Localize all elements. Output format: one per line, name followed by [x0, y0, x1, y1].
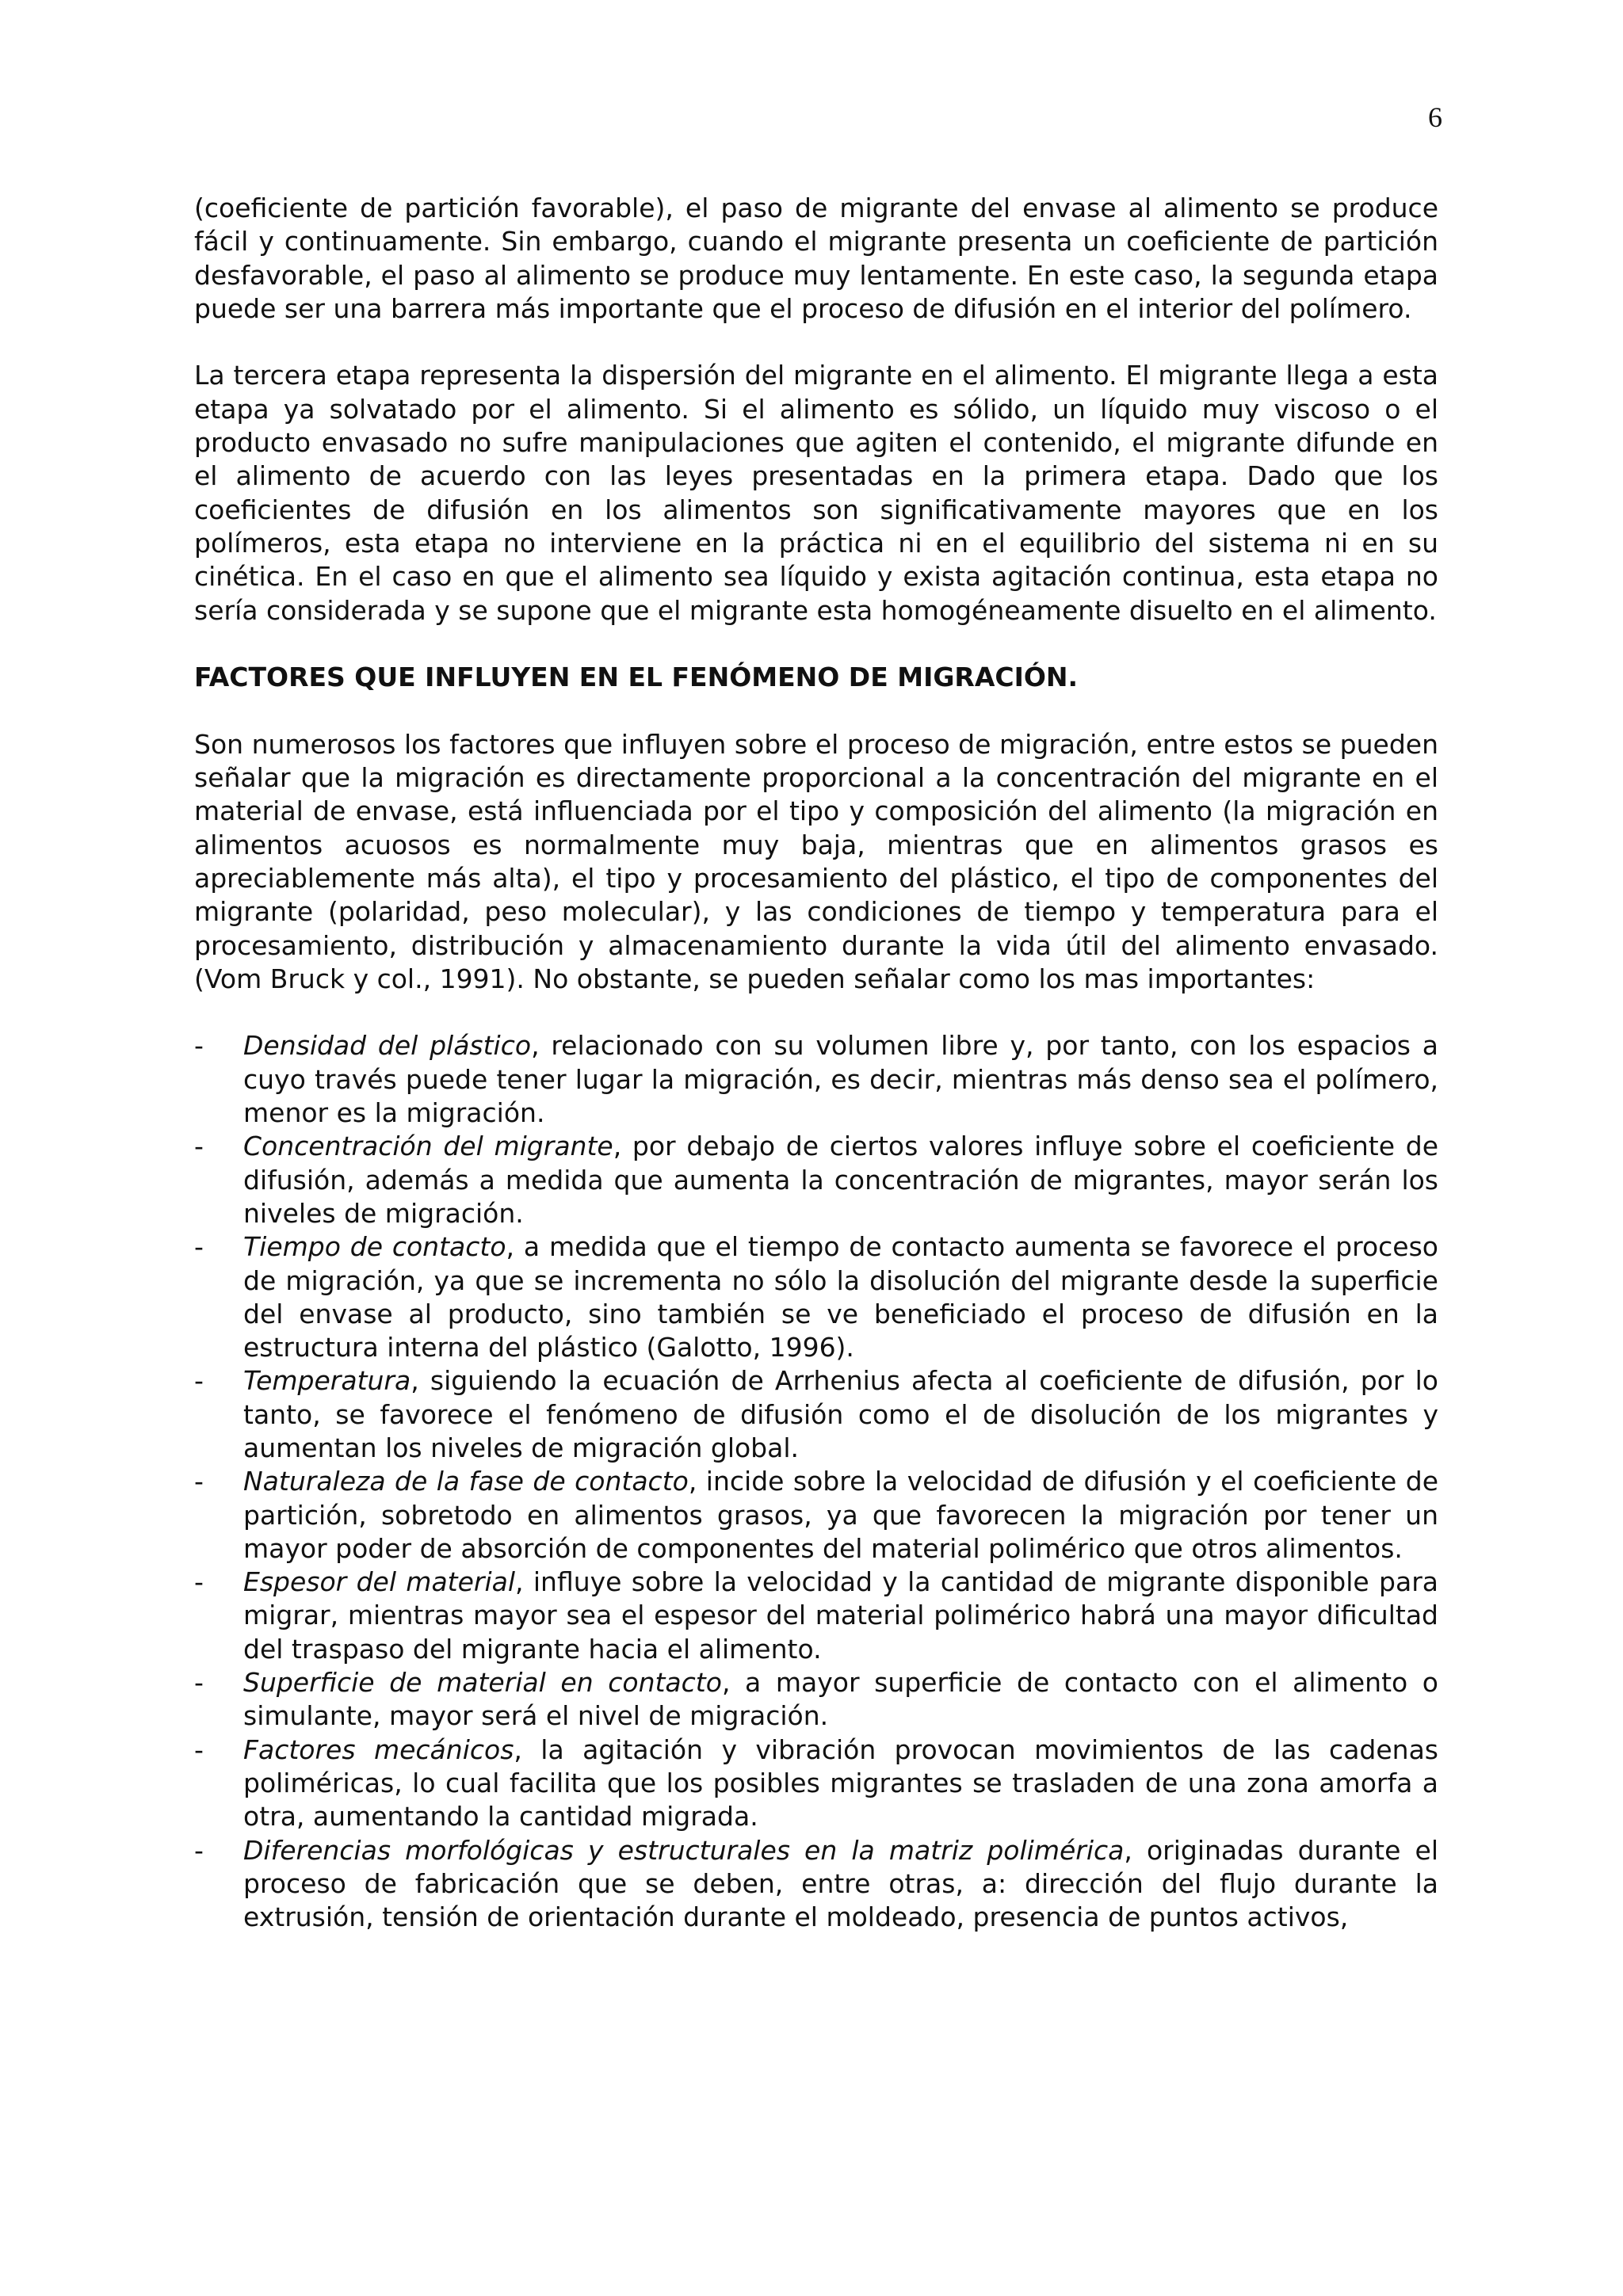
factor-list — [194, 1029, 1438, 1934]
factor-term: Espesor del material — [243, 1566, 516, 1598]
factor-item-temperature — [194, 1364, 1438, 1465]
factor-term: Densidad del plástico — [243, 1030, 532, 1062]
bullet-dash: - — [194, 1733, 204, 1765]
bullet-dash: - — [194, 1466, 204, 1497]
bullet-dash: - — [194, 1131, 204, 1162]
factor-description: , la agitación y vibración provocan movimientos de las cadenas poliméricas, lo cual facilita que los posibles migrantes se trasladen de una zona amorfa a otra, aumentando la cantidad migrada. — [243, 1733, 1439, 1833]
factor-description: , por debajo de ciertos valores influye sobre el coeficiente de difusión, además a medida que aumenta la concentración de migrantes, mayor serán los niveles de migración. — [243, 1131, 1438, 1229]
factor-description: , influye sobre la velocidad y la cantidad de migrante disponible para migrar, mientras mayor sea el espesor del material polimérico habrá una mayor dificultad del traspaso del migrante hacia el alimento. — [243, 1566, 1438, 1665]
factor-description: , a mayor superficie de contacto con el alimento o simulante, mayor será el nivel de migración. — [243, 1667, 1438, 1732]
bullet-dash: - — [194, 1566, 204, 1598]
factor-description: , incide sobre la velocidad de difusión y el coeficiente de partición, sobretodo en alimentos grasos, ya que favorecen la migración por tener un mayor poder de absorción de componentes del material polimérico que otros alimentos. — [243, 1466, 1438, 1564]
factor-item-concentration — [194, 1130, 1438, 1230]
bullet-dash: - — [194, 1667, 204, 1699]
factor-term: Naturaleza de la fase de contacto — [243, 1466, 689, 1497]
factor-term: Superficie de material en contacto — [243, 1667, 722, 1699]
document-body — [194, 192, 1438, 1934]
factor-description: , originadas durante el proceso de fabricación que se deben, entre otras, a: dirección del flujo durante la extrusión, tensión de orientación durante el moldeado, presencia de puntos activos, — [243, 1834, 1438, 1933]
bullet-dash: - — [194, 1365, 204, 1397]
factor-term: Temperatura — [243, 1365, 411, 1397]
factor-item-surface — [194, 1666, 1438, 1733]
factor-item-mechanical — [194, 1733, 1438, 1834]
section-intro: Son numerosos los factores que influyen sobre el proceso de migración, entre estos se pueden señalar que la migración es directamente proporcional a la concentración del migrante en el material de envase, está influenciada por el tipo y composición del alimento (la migración en alimentos acuosos es normalmente muy baja, mientras que en alimentos grasos es apreciablemente más alta), el tipo y procesamiento del plástico, el tipo de componentes del migrante (polaridad, peso molecular), y las condiciones de tiempo y temperatura para el procesamiento, distribución y almacenamiento durante la vida útil del alimento envasado. (Vom Bruck y col., 1991). No obstante, se pueden señalar como los mas importantes: — [194, 728, 1438, 994]
section-heading: FACTORES QUE INFLUYEN EN EL FENÓMENO DE MIGRACIÓN. — [194, 662, 1079, 693]
factor-term: Concentración del migrante — [243, 1131, 613, 1162]
page-number: 6 — [1428, 101, 1442, 133]
bullet-dash: - — [194, 1834, 204, 1866]
factor-item-density — [194, 1029, 1438, 1130]
factor-item-contact-time — [194, 1230, 1438, 1364]
factor-description: , a medida que el tiempo de contacto aumenta se favorece el proceso de migración, ya que se incrementa no sólo la disolución del migrante desde la superficie del envase al producto, sino también se ve beneficiado el proceso de difusión en la estructura interna del plástico (Galotto, 1996). — [243, 1231, 1438, 1363]
factor-item-morphology — [194, 1834, 1438, 1935]
factor-description: , relacionado con su volumen libre y, por tanto, con los espacios a cuyo través puede tener lugar la migración, es decir, mientras más denso sea el polímero, menor es la migración. — [243, 1030, 1438, 1129]
factor-item-contact-phase — [194, 1465, 1438, 1566]
paragraph-third-stage: La tercera etapa representa la dispersión del migrante en el alimento. El migrante llega a esta etapa ya solvatado por el alimento. Si el alimento es sólido, un líquido muy viscoso o el producto envasado no sufre manipulaciones que agiten el contenido, el migrante difunde en el alimento de acuerdo con las leyes presentadas en la primera etapa. Dado que los coeficientes de difusión en los alimentos son significativamente mayores que en los polímeros, esta etapa no interviene en la práctica ni en el equilibrio del sistema ni en su cinética. En el caso en que el alimento sea líquido y exista agitación continua, esta etapa no sería considerada y se supone que el migrante esta homogéneamente disuelto en el alimento. — [194, 360, 1438, 626]
factor-term: Diferencias morfológicas y estructurales en la matriz polimérica — [243, 1834, 1125, 1866]
paragraph-partition: (coeficiente de partición favorable), el paso de migrante del envase al alimento se produce fácil y continuamente. Sin embargo, cuando el migrante presenta un coeficiente de partición desfavorable, el paso al alimento se produce muy lentamente. En este caso, la segunda etapa puede ser una barrera más importante que el proceso de difusión en el interior del polímero. — [194, 193, 1438, 324]
factor-description: , siguiendo la ecuación de Arrhenius afecta al coeficiente de difusión, por lo tanto, se favorece el fenómeno de difusión como el de disolución de los migrantes y aumentan los niveles de migración global. — [243, 1365, 1438, 1463]
bullet-dash: - — [194, 1030, 204, 1062]
factor-item-thickness — [194, 1566, 1438, 1666]
factor-term: Tiempo de contacto — [243, 1231, 506, 1263]
bullet-dash: - — [194, 1231, 204, 1263]
factor-term: Factores mecánicos — [243, 1733, 514, 1765]
